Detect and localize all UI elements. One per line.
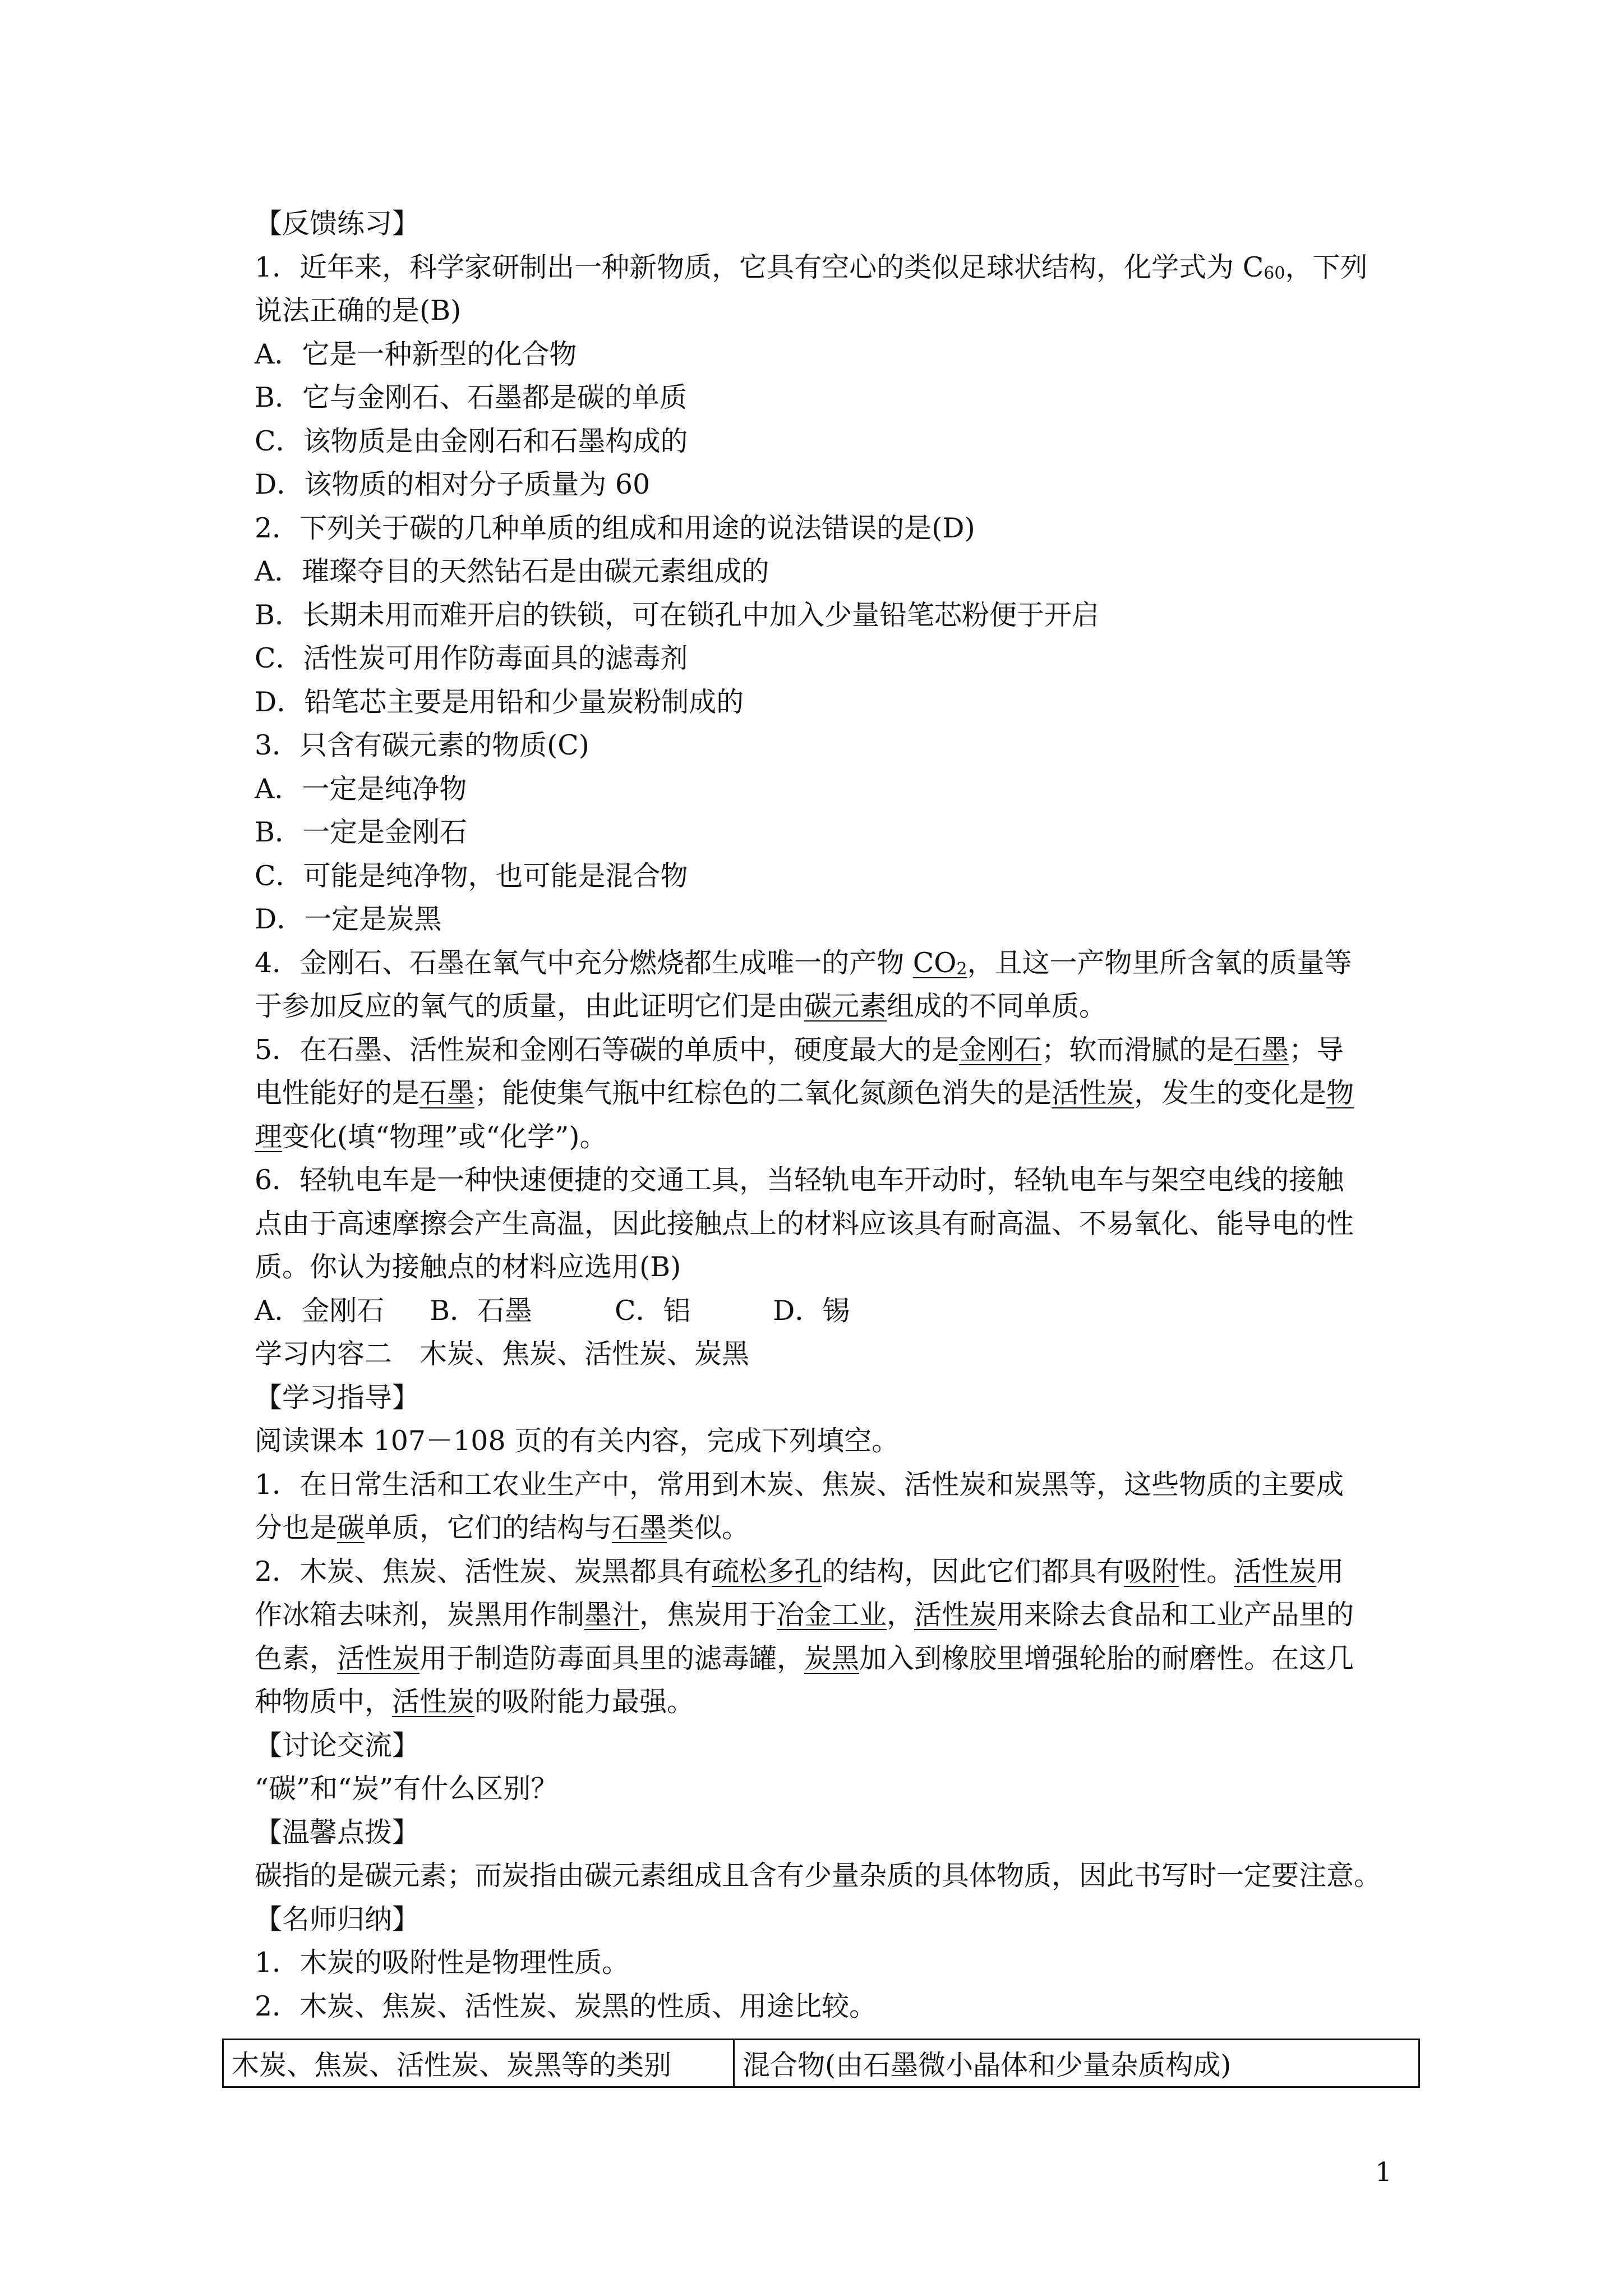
q4-line1 xyxy=(255,941,1420,985)
g1-text: 分也是 xyxy=(255,1512,338,1544)
q4-answer-co2-subscript: 2 xyxy=(956,959,967,979)
summary-item-1: 1．木炭的吸附性是物理性质。 xyxy=(255,1947,630,1978)
summary-item-2: 2．木炭、焦炭、活性炭、炭黑的性质、用途比较。 xyxy=(255,1990,877,2022)
g1-answer-graphite: 石墨 xyxy=(612,1512,667,1544)
q5-answer-physical-part2: 理 xyxy=(255,1120,283,1153)
g2-answer-adsorption: 吸附 xyxy=(1124,1555,1179,1588)
q4-line2-text: 于参加反应的氧气的质量，由此证明它们是由 xyxy=(255,990,805,1022)
q5-answer-activated-carbon: 活性炭 xyxy=(1052,1077,1135,1109)
g2-line2 xyxy=(255,1593,1420,1637)
g2-answer-metallurgy: 冶金工业 xyxy=(777,1599,887,1631)
q5-text: ；导 xyxy=(1289,1033,1344,1066)
table-cell-category-label: 木炭、焦炭、活性炭、炭黑等的类别 xyxy=(223,2040,734,2087)
q4-answer-co2 xyxy=(913,947,967,979)
q5-line3 xyxy=(255,1115,1420,1159)
q4-line2-tail: 组成的不同单质。 xyxy=(887,990,1107,1022)
g1-text: 单质，它们的结构与 xyxy=(365,1512,612,1544)
q2-option-d: D．铅笔芯主要是用铅和少量炭粉制成的 xyxy=(255,685,744,718)
g2-text: 的吸附能力最强。 xyxy=(474,1686,695,1718)
g2-text: ， xyxy=(887,1599,915,1631)
g2-text: 加入到橡胶里增强轮胎的耐磨性。在这几 xyxy=(859,1642,1354,1674)
q1-stem-tail: ，下列 xyxy=(1285,251,1368,283)
g2-text: 种物质中， xyxy=(255,1686,393,1718)
g1-answer-carbon: 碳 xyxy=(337,1512,365,1544)
q5-text: 电性能好的是 xyxy=(255,1077,420,1109)
g2-text: 2．木炭、焦炭、活性炭、炭黑都具有 xyxy=(255,1555,712,1588)
g2-answer-activated-carbon-3: 活性炭 xyxy=(337,1642,420,1674)
q2-option-b: B．长期未用而难开启的铁锁，可在锁孔中加入少量铅笔芯粉便于开启 xyxy=(255,599,1100,631)
g2-text: ，焦炭用于 xyxy=(639,1599,777,1631)
q5-answer-graphite-2: 石墨 xyxy=(419,1077,475,1109)
q2-stem: 2．下列关于碳的几种单质的组成和用途的说法错误的是(D) xyxy=(255,512,975,544)
q1-option-c: C．该物质是由金刚石和石墨构成的 xyxy=(255,425,688,457)
g2-text: 作冰箱去味剂，炭黑用作制 xyxy=(255,1599,585,1631)
q4-text: 4．金刚石、石墨在氧气中充分燃烧都生成唯一的产物 xyxy=(255,946,913,979)
section-heading-feedback: 【反馈练习】 xyxy=(255,208,420,240)
g2-text: 用来除去食品和工业产品里的 xyxy=(997,1599,1354,1631)
q6-option-a: A．金刚石 xyxy=(255,1294,385,1327)
q4-line2 xyxy=(255,984,1420,1028)
q5-text: ；能使集气瓶中红棕色的二氧化氮颜色消失的是 xyxy=(474,1077,1052,1109)
document-body xyxy=(255,202,1420,2028)
g2-answer-ink: 墨汁 xyxy=(584,1599,640,1631)
g2-answer-carbon-black: 炭黑 xyxy=(804,1642,860,1674)
page-number: 1 xyxy=(1375,2157,1392,2188)
tip-text: 碳指的是碳元素；而炭指由碳元素组成且含有少量杂质的具体物质，因此书写时一定要注意。 xyxy=(255,1860,1382,1892)
q5-text: ；软而滑腻的是 xyxy=(1041,1033,1234,1066)
q6-option-b: B．石墨 xyxy=(430,1294,533,1327)
q2-option-a: A．璀璨夺目的天然钻石是由碳元素组成的 xyxy=(255,555,769,587)
q6-option-c: C．铝 xyxy=(615,1294,691,1327)
g1-line1: 1．在日常生活和工农业生产中，常用到木炭、焦炭、活性炭和炭黑等，这些物质的主要成 xyxy=(255,1468,1344,1501)
g2-answer-activated-carbon: 活性炭 xyxy=(1234,1555,1317,1588)
q1-stem-text: 1．近年来，科学家研制出一种新物质，它具有空心的类似足球状结构，化学式为 C xyxy=(255,251,1264,283)
q3-option-c: C．可能是纯净物，也可能是混合物 xyxy=(255,859,688,892)
section-heading-summary: 【名师归纳】 xyxy=(255,1903,420,1935)
g2-line3 xyxy=(255,1637,1420,1681)
q6-options xyxy=(255,1289,1420,1333)
q3-option-a: A．一定是纯净物 xyxy=(255,772,467,805)
g2-text: 用 xyxy=(1316,1555,1344,1588)
q4-answer-carbon-element: 碳元素 xyxy=(804,990,887,1022)
q3-stem: 3．只含有碳元素的物质(C) xyxy=(255,729,589,761)
q6-line3: 质。你认为接触点的材料应选用(B) xyxy=(255,1251,681,1283)
q3-option-d: D．一定是炭黑 xyxy=(255,903,442,935)
q4-text-tail: ，且这一产物里所含氧的质量等 xyxy=(967,946,1352,979)
q1-option-d: D．该物质的相对分子质量为 60 xyxy=(255,468,651,500)
table-cell-category-value: 混合物(由石墨微小晶体和少量杂质构成) xyxy=(734,2040,1419,2087)
q1-formula-subscript: 60 xyxy=(1264,263,1285,283)
section-heading-discuss: 【讨论交流】 xyxy=(255,1729,420,1761)
guide-intro: 阅读课本 107－108 页的有关内容，完成下列填空。 xyxy=(255,1425,900,1457)
table-row xyxy=(223,2040,1419,2087)
q6-line2: 点由于高速摩擦会产生高温，因此接触点上的材料应该具有耐高温、不易氧化、能导电的性 xyxy=(255,1207,1354,1240)
q5-text: ，发生的变化是 xyxy=(1134,1077,1327,1109)
q6-option-d: D．锡 xyxy=(773,1294,850,1327)
g2-answer-activated-carbon-4: 活性炭 xyxy=(392,1686,475,1718)
g2-answer-activated-carbon-2: 活性炭 xyxy=(914,1599,997,1631)
q1-stem-line1 xyxy=(255,246,1420,289)
q5-text: 5．在石墨、活性炭和金刚石等碳的单质中，硬度最大的是 xyxy=(255,1033,960,1066)
content2-title: 学习内容二 木炭、焦炭、活性炭、炭黑 xyxy=(255,1338,750,1370)
g2-line4 xyxy=(255,1680,1420,1724)
g1-text: 类似。 xyxy=(667,1512,750,1544)
discuss-question: “碳”和“炭”有什么区别？ xyxy=(255,1773,559,1805)
q1-stem-line2: 说法正确的是(B) xyxy=(255,295,462,326)
q1-option-b: B．它与金刚石、石墨都是碳的单质 xyxy=(255,381,688,413)
q5-answer-physical-part1: 物 xyxy=(1326,1077,1354,1109)
g1-line2 xyxy=(255,1506,1420,1550)
q3-option-b: B．一定是金刚石 xyxy=(255,816,468,848)
q5-text: 变化(填“物理”或“化学”)。 xyxy=(282,1120,607,1153)
q1-option-a: A．它是一种新型的化合物 xyxy=(255,338,577,370)
q4-answer-co2-main: CO xyxy=(912,946,957,979)
q5-line1 xyxy=(255,1028,1420,1072)
g2-text: 用于制造防毒面具里的滤毒罐， xyxy=(419,1642,805,1674)
q5-answer-diamond: 金刚石 xyxy=(959,1033,1042,1066)
section-heading-guide: 【学习指导】 xyxy=(255,1381,420,1414)
comparison-table xyxy=(222,2039,1420,2088)
q5-line2 xyxy=(255,1071,1420,1115)
q6-line1: 6．轻轨电车是一种快速便捷的交通工具，当轻轨电车开动时，轻轨电车与架空电线的接触 xyxy=(255,1164,1344,1196)
g2-text: 的结构，因此它们都具有 xyxy=(822,1555,1124,1588)
q5-answer-graphite: 石墨 xyxy=(1234,1033,1289,1066)
g2-text: 色素， xyxy=(255,1642,338,1674)
g2-answer-porous: 疏松多孔 xyxy=(712,1555,822,1588)
g2-text: 性。 xyxy=(1179,1555,1234,1588)
q2-option-c: C．活性炭可用作防毒面具的滤毒剂 xyxy=(255,642,688,674)
g2-line1 xyxy=(255,1550,1420,1594)
section-heading-tip: 【温馨点拨】 xyxy=(255,1816,420,1848)
